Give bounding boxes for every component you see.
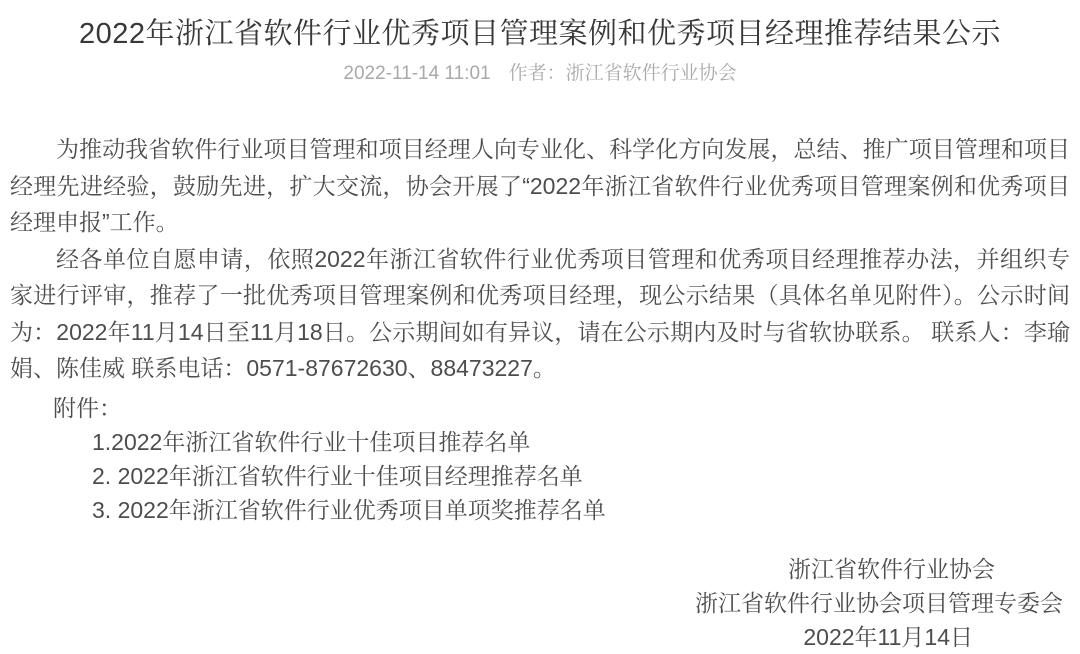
article-paragraph-1: 为推动我省软件行业项目管理和项目经理人向专业化、科学化方向发展，总结、推广项目管理和项目经理先进经验，鼓励先进，扩大交流，协会开展了“2022年浙江省软件行业优秀项目管理案例和优秀项目经理申报”工作。 xyxy=(10,136,1070,235)
signature-committee: 浙江省软件行业协会项目管理专委会 xyxy=(695,589,1063,616)
attachment-item-1: 1.2022年浙江省软件行业十佳项目推荐名单 xyxy=(92,428,531,455)
signature-org: 浙江省软件行业协会 xyxy=(788,555,995,582)
author-label: 作者：浙江省软件行业协会 xyxy=(508,63,737,84)
attachments-section xyxy=(10,391,1070,527)
attachment-item-2: 2. 2022年浙江省软件行业十佳项目经理推荐名单 xyxy=(92,462,583,489)
signature-block xyxy=(10,552,1070,654)
article-meta xyxy=(10,62,1070,86)
attachments-label: 附件： xyxy=(53,394,122,421)
publish-datetime: 2022-11-14 11:01 xyxy=(343,63,491,84)
attachment-item-3: 3. 2022年浙江省软件行业优秀项目单项奖推荐名单 xyxy=(92,496,606,523)
article-paragraph-2: 经各单位自愿申请，依照2022年浙江省软件行业优秀项目管理和优秀项目经理推荐办法，并组织专家进行评审，推荐了一批优秀项目管理案例和优秀项目经理，现公示结果（具体名单见附件）。公示时间为：2022年11月14日至11月18日。公示期间如有异议，请在公示期内及时与省软协联系。 联系人：李瑜娟、陈佳威 联系电话：0571-87672630、88473227。 xyxy=(10,245,1070,381)
article-body xyxy=(10,131,1070,387)
page-title: 2022年浙江省软件行业优秀项目管理案例和优秀项目经理推荐结果公示 xyxy=(78,18,1001,50)
signature-date: 2022年11月14日 xyxy=(803,623,973,650)
